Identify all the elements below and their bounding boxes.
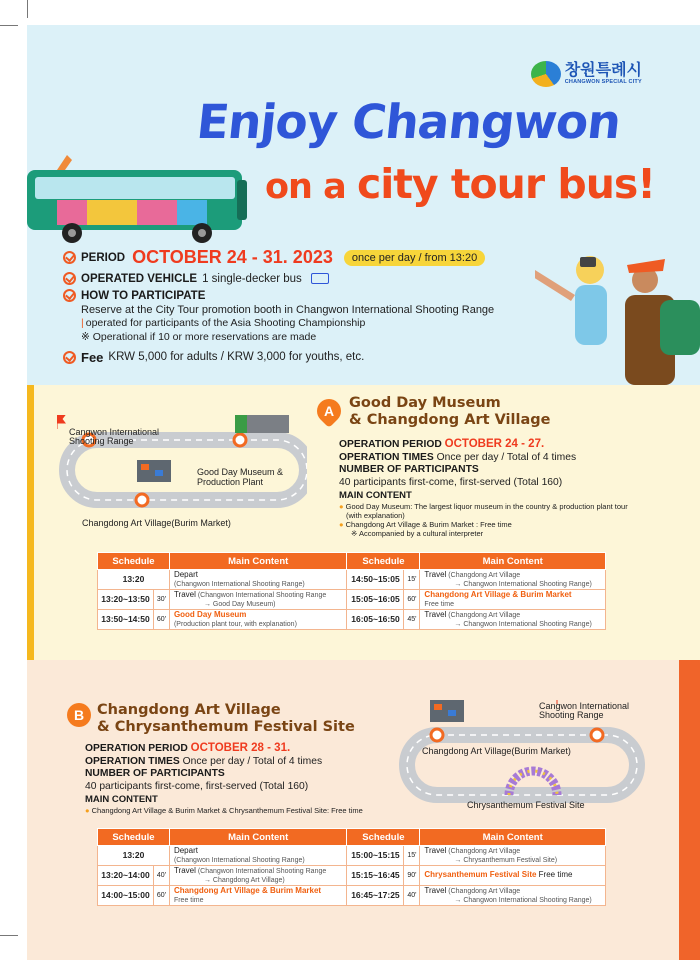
tour-info [63,247,563,369]
period-row [63,247,563,268]
hero-section [27,25,700,385]
content-header: Main Content [420,553,606,570]
course-a-details: OPERATION PERIOD OCTOBER 24 - 27. OPERATION TIMES Once per day / Total of 4 times NUMBER OF PARTICIPANTS 40 participants first-come, first-served (Total 160) MAIN CONTENT ● Good Day Museum: The largest liquor museum in the country & production plant tour (with explanation) ● Changdong Art Village & Burim Market : Free time ※ Accompanied by a cultural interpreter [339,438,628,539]
logo-korean: 창원특례시 [564,60,642,80]
vehicle-value: 1 single-decker bus [202,272,302,285]
check-icon [63,272,76,285]
period-value: OCTOBER 24 - 31. 2023 [132,247,333,267]
table-row: 13:20~13:50 30' Travel (Changwon International Shooting Range → Good Day Museum) 15:05~16:05 60' Changdong Art Village & Burim Market Free time [98,590,606,610]
logo-english: CHANGWON SPECIAL CITY [564,79,642,86]
fee-value: KRW 5,000 for adults / KRW 3,000 for youths, etc. [108,351,365,364]
table-row: 13:20 Depart (Changwon International Shooting Range) 14:50~15:05 15' Travel (Changdong Art Village → Changwon International Shooting Range) [98,570,606,590]
map-a-stop-shooting-range: Cangwon International Shooting Range [69,427,160,447]
crop-mark [0,935,18,936]
schedule-header: Schedule [98,553,170,570]
check-icon [63,251,76,264]
participate-line2: | operated for participants of the Asia Shooting Championship [81,317,366,330]
map-b-stop-art-village: Changdong Art Village(Burim Market) [422,746,571,756]
course-b-side-bar [679,660,700,960]
crop-mark [0,25,18,26]
check-icon [63,351,76,364]
period-note: once per day / from 13:20 [344,250,485,266]
schedule-header: Schedule [347,829,420,846]
course-b-details: OPERATION PERIOD OCTOBER 28 - 31. OPERATION TIMES Once per day / Total of 4 times NUMBER OF PARTICIPANTS 40 participants first-come, first-served (Total 160) MAIN CONTENT ● Changdong Art Village & Burim Market & Chrysanthemum Festival Site: Free time [85,742,363,815]
participate-label: HOW TO PARTICIPATE [81,289,206,302]
crop-mark [27,0,28,18]
participate-line3: ※ Operational if 10 or more reservations are made [81,330,317,343]
city-logo-mark-icon [531,61,561,87]
table-row: 14:00~15:00 60' Changdong Art Village & Burim Market Free time 16:45~17:25 40' Travel (Changdong Art Village → Changwon International Shooting Range) [98,886,606,906]
tour-bus-illustration [27,155,257,245]
schedule-header: Schedule [98,829,170,846]
course-a-badge: A [312,394,346,428]
content-header: Main Content [169,553,347,570]
participate-row [63,289,563,302]
course-b-schedule-table [97,828,606,906]
city-logo [531,61,642,87]
map-a-stop-museum: Good Day Museum & Production Plant [197,467,284,487]
table-row: 13:20~14:00 40' Travel (Changwon International Shooting Range → Changdong Art Village) 15:15~16:45 90' Chrysanthemum Festival Site Free time [98,866,606,886]
participate-line1: Reserve at the City Tour promotion booth in Changwon International Shooting Range [81,304,495,316]
flyer-page [27,25,700,960]
fee-label: Fee [81,349,104,365]
bus-icon [311,273,329,284]
schedule-header: Schedule [347,553,420,570]
content-header: Main Content [169,829,347,846]
period-label: PERIOD [81,251,126,264]
content-header: Main Content [420,829,606,846]
map-b-stop-festival: Chrysanthemum Festival Site [467,800,585,810]
table-row: 13:50~14:50 60' Good Day Museum (Production plant tour, with explanation) 16:05~16:50 45' Travel (Changdong Art Village → Changwon International Shooting Range) [98,610,606,630]
course-b-badge: B [67,703,91,727]
course-a-side-bar [27,385,34,682]
vehicle-label: OPERATED VEHICLE [81,272,198,285]
main-subtitle: on a city tour bus! [265,160,655,208]
main-title: Enjoy Changwon [194,95,623,150]
map-b-stop-shooting-range: Cangwon International Shooting Range [539,701,630,721]
course-b-section [27,660,700,960]
course-a-schedule-table [97,552,606,630]
course-a-section [27,385,700,682]
fee-row [63,350,563,365]
map-a-stop-art-village: Changdong Art Village(Burim Market) [82,518,231,528]
course-a-title: Good Day Museum & Changdong Art Village [349,395,551,428]
check-icon [63,289,76,302]
vehicle-row [63,272,563,285]
table-row: 13:20 Depart (Changwon International Shooting Range) 15:00~15:15 15' Travel (Changdong Art Village → Chrysanthemum Festival Site) [98,846,606,866]
course-b-title: Changdong Art Village & Chrysanthemum Festival Site [97,702,355,735]
